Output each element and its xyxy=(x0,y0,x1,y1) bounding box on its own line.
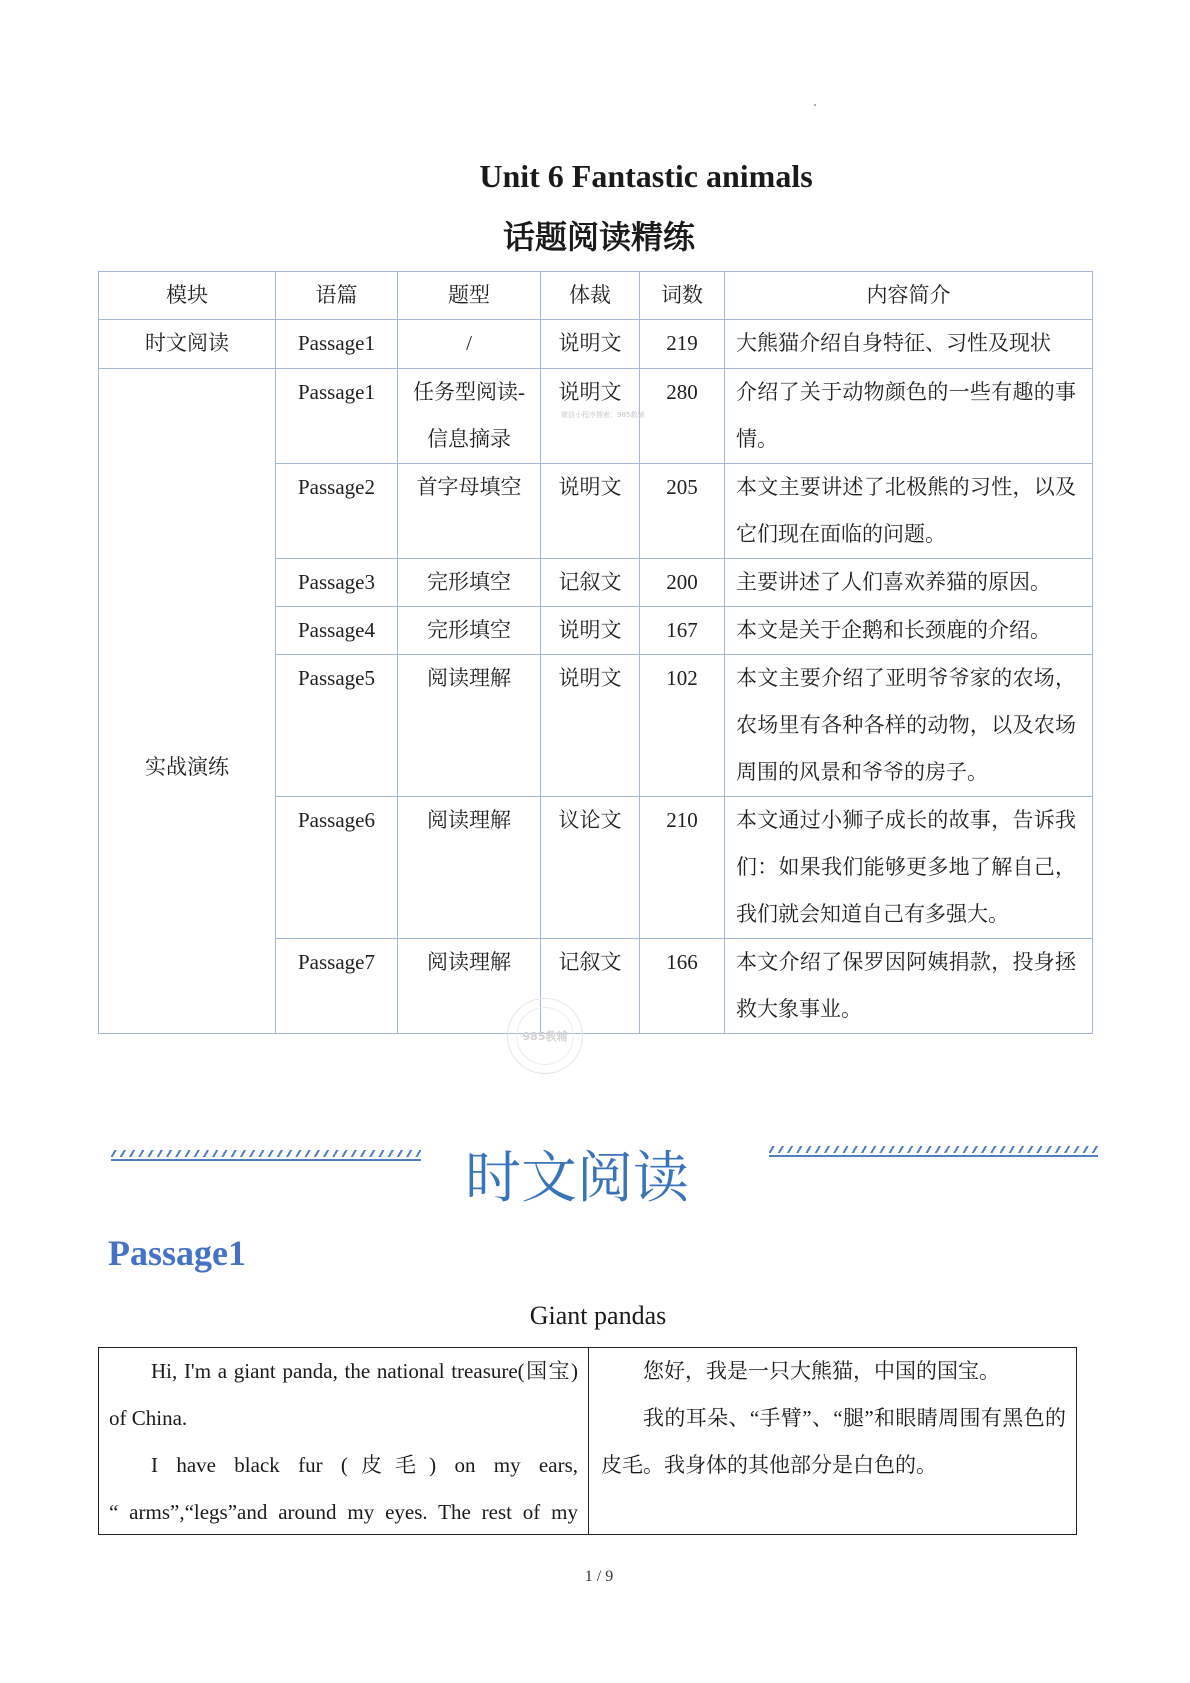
genre-cell: 说明文 xyxy=(541,655,640,797)
module-cell: 实战演练 xyxy=(99,369,276,1034)
word-count-cell: 167 xyxy=(640,607,725,655)
section-divider-left xyxy=(111,1150,421,1162)
module-cell: 时文阅读 xyxy=(99,320,276,369)
watermark-stamp xyxy=(507,998,583,1074)
table-header-row xyxy=(99,272,1093,320)
document-title: Unit 6 Fantastic animals xyxy=(479,158,813,194)
summary-cell: 本文介绍了保罗因阿姨捐款，投身拯救大象事业。 xyxy=(725,939,1093,1034)
word-count-cell: 205 xyxy=(640,464,725,559)
genre-cell: 说明文 xyxy=(541,320,640,369)
summary-cell: 大熊猫介绍自身特征、习性及现状 xyxy=(725,320,1093,369)
passage-cell: Passage6 xyxy=(276,797,398,939)
column-header: 体裁 xyxy=(541,272,640,320)
english-paragraph: I have black fur (皮毛) on my ears, “ arms”,“legs”and around my eyes. The rest of my xyxy=(109,1453,578,1524)
passage-cell: Passage5 xyxy=(276,655,398,797)
divider-rule xyxy=(769,1155,1098,1157)
passage-cell: Passage1 xyxy=(276,369,398,464)
overview-table xyxy=(98,271,1093,1034)
divider-rule xyxy=(111,1159,421,1161)
passage-cell: Passage2 xyxy=(276,464,398,559)
column-header: 模块 xyxy=(99,272,276,320)
passage-cell: Passage3 xyxy=(276,559,398,607)
summary-cell: 本文通过小狮子成长的故事，告诉我们：如果我们能够更多地了解自己，我们就会知道自己有多强大。 xyxy=(725,797,1093,939)
word-count-cell: 166 xyxy=(640,939,725,1034)
summary-cell: 本文主要讲述了北极熊的习性，以及它们现在面临的问题。 xyxy=(725,464,1093,559)
divider-hatch xyxy=(111,1150,421,1157)
document-subtitle: 话题阅读精练 xyxy=(502,219,695,255)
passage-cell: Passage4 xyxy=(276,607,398,655)
genre-cell: 说明文 xyxy=(541,607,640,655)
question-type-cell: 阅读理解 xyxy=(398,655,541,797)
column-header: 词数 xyxy=(640,272,725,320)
section-divider-right xyxy=(769,1146,1098,1158)
passage-title: Giant pandas xyxy=(529,1301,667,1330)
english-column xyxy=(99,1348,589,1534)
english-paragraph: Hi, I'm a giant panda, the national treasure(国宝) of China. xyxy=(109,1359,578,1430)
table-row xyxy=(99,320,1093,369)
question-type-cell: 首字母填空 xyxy=(398,464,541,559)
divider-hatch xyxy=(769,1146,1098,1153)
watermark-note: 微信小程序搜索：985教辅 xyxy=(561,411,645,419)
column-header: 语篇 xyxy=(276,272,398,320)
chinese-paragraph: 我的耳朵、“手臂”、“腿”和眼睛周围有黑色的皮毛。我身体的其他部分是白色的。 xyxy=(601,1406,1066,1477)
word-count-cell: 200 xyxy=(640,559,725,607)
page-number: 1 / 9 xyxy=(584,1568,614,1585)
passage-cell: Passage1 xyxy=(276,320,398,369)
passage-label: Passage1 xyxy=(108,1233,246,1273)
passage-table xyxy=(98,1347,1077,1535)
question-type-cell: 阅读理解 xyxy=(398,939,541,1034)
question-type-cell: 完形填空 xyxy=(398,607,541,655)
genre-cell: 议论文 xyxy=(541,797,640,939)
question-type-cell: 完形填空 xyxy=(398,559,541,607)
chinese-paragraph: 您好，我是一只大熊猫，中国的国宝。 xyxy=(643,1359,1000,1383)
chinese-column xyxy=(589,1348,1076,1534)
genre-cell: 记叙文 xyxy=(541,559,640,607)
question-type-cell: 任务型阅读-信息摘录 xyxy=(398,369,541,464)
question-type-cell: 阅读理解 xyxy=(398,797,541,939)
word-count-cell: 102 xyxy=(640,655,725,797)
genre-cell: 说明文 xyxy=(541,369,640,464)
page-speck xyxy=(814,104,816,106)
summary-cell: 主要讲述了人们喜欢养猫的原因。 xyxy=(725,559,1093,607)
genre-cell: 记叙文 xyxy=(541,939,640,1034)
column-header: 内容简介 xyxy=(725,272,1093,320)
word-count-cell: 210 xyxy=(640,797,725,939)
word-count-cell: 219 xyxy=(640,320,725,369)
section-heading: 时文阅读 xyxy=(465,1146,689,1211)
question-type-cell: / xyxy=(398,320,541,369)
summary-cell: 介绍了关于动物颜色的一些有趣的事情。 xyxy=(725,369,1093,464)
watermark-stamp-text: 985教辅 xyxy=(516,1007,574,1065)
summary-cell: 本文是关于企鹅和长颈鹿的介绍。 xyxy=(725,607,1093,655)
column-header: 题型 xyxy=(398,272,541,320)
passage-cell: Passage7 xyxy=(276,939,398,1034)
word-count-cell: 280 xyxy=(640,369,725,464)
genre-cell: 说明文 xyxy=(541,464,640,559)
summary-cell: 本文主要介绍了亚明爷爷家的农场，农场里有各种各样的动物，以及农场周围的风景和爷爷的房子。 xyxy=(725,655,1093,797)
